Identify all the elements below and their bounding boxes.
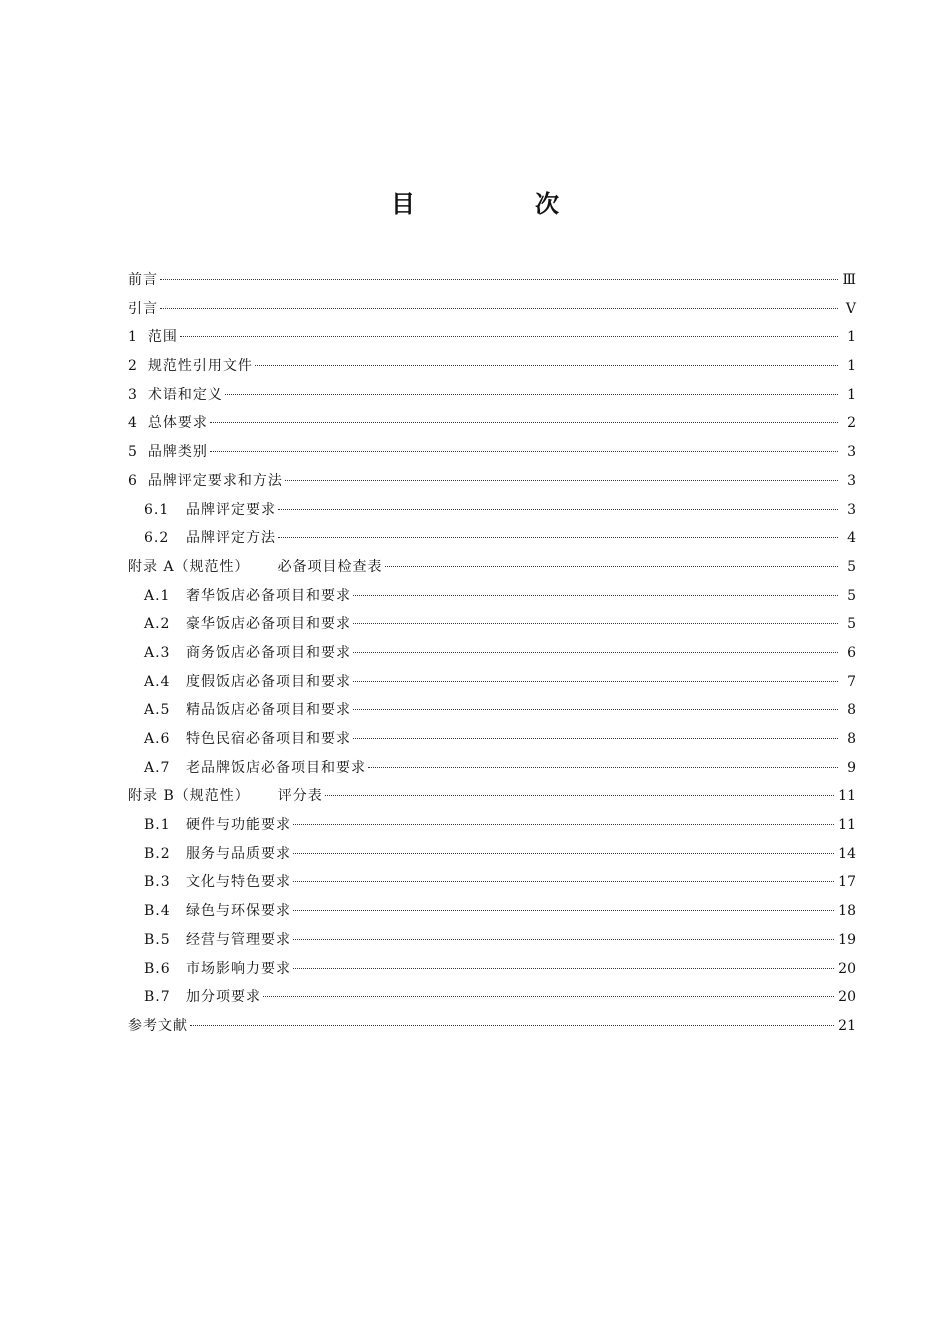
- toc-entry-number: 6.1: [144, 501, 170, 518]
- toc-entry-label: 引言: [128, 300, 158, 317]
- dot-leader: [293, 939, 834, 940]
- toc-page-number: 8: [847, 731, 856, 747]
- toc-entry-a-5[interactable]: [128, 696, 856, 725]
- dot-leader: [210, 451, 838, 452]
- toc-entry-number: A.6: [144, 731, 171, 747]
- toc-entry-label: 术语和定义: [147, 386, 223, 403]
- toc-page-number: 5: [847, 558, 856, 575]
- dot-leader: [278, 537, 838, 538]
- toc-entry-label: 硬件与功能要求: [186, 817, 291, 834]
- toc-entry-number: 3: [128, 386, 138, 403]
- toc-entry-a-6[interactable]: [128, 725, 856, 754]
- dot-leader: [353, 595, 838, 596]
- toc-page-number: 8: [847, 702, 856, 719]
- toc-page-number: 6: [847, 644, 856, 661]
- dot-leader: [278, 509, 838, 510]
- table-of-contents: [128, 266, 856, 1041]
- toc-entry-label: 范围: [147, 329, 178, 346]
- toc-entry-section-4[interactable]: [128, 409, 856, 438]
- dot-leader: [293, 910, 834, 911]
- dot-leader: [160, 308, 838, 309]
- toc-entry-label: 特色民宿必备项目和要求: [186, 731, 351, 747]
- toc-entry-bibliography[interactable]: [128, 1012, 856, 1041]
- toc-entry-label: 必备项目检查表: [277, 558, 383, 575]
- toc-entry-number: 4: [128, 415, 138, 432]
- toc-entry-b-5[interactable]: [128, 926, 856, 955]
- toc-entry-number: A.7: [144, 759, 171, 776]
- toc-page-number: 3: [847, 444, 856, 461]
- dot-leader: [263, 996, 834, 997]
- toc-page-number: 4: [847, 530, 856, 547]
- toc-entry-b-2[interactable]: [128, 840, 856, 869]
- toc-entry-number: 1: [128, 329, 138, 346]
- dot-leader: [293, 824, 834, 825]
- dot-leader: [325, 795, 834, 796]
- toc-entry-label: 度假饭店必备项目和要求: [186, 673, 351, 690]
- toc-entry-label: 商务饭店必备项目和要求: [186, 644, 351, 661]
- toc-page-number: 3: [847, 501, 856, 518]
- dot-leader: [225, 394, 838, 395]
- toc-page-number: 9: [847, 759, 856, 776]
- toc-page-number: 19: [838, 931, 856, 948]
- toc-entry-b-6[interactable]: [128, 955, 856, 984]
- toc-entry-number: 6.2: [144, 530, 170, 547]
- toc-page-number: 7: [847, 673, 856, 690]
- toc-entry-number: 5: [128, 444, 138, 461]
- dot-leader: [293, 853, 834, 854]
- dot-leader: [353, 652, 838, 653]
- toc-entry-number: 附录 B（规范性）: [128, 788, 250, 805]
- dot-leader: [353, 623, 838, 624]
- toc-entry-number: B.2: [144, 845, 171, 862]
- toc-entry-label: 参考文献: [128, 1017, 188, 1034]
- toc-entry-section-6-2[interactable]: [128, 524, 856, 553]
- toc-entry-a-7[interactable]: [128, 754, 856, 783]
- toc-entry-b-7[interactable]: [128, 983, 856, 1012]
- toc-entry-section-1[interactable]: [128, 323, 856, 352]
- dot-leader: [160, 279, 838, 280]
- toc-entry-introduction[interactable]: [128, 295, 856, 324]
- toc-entry-label: 服务与品质要求: [186, 845, 291, 862]
- dot-leader: [293, 968, 834, 969]
- dot-leader: [210, 422, 838, 423]
- toc-entry-number: 附录 A（规范性）: [128, 558, 250, 575]
- dot-leader: [285, 480, 838, 481]
- toc-entry-label: 规范性引用文件: [147, 358, 253, 375]
- toc-entry-label: 市场影响力要求: [186, 960, 291, 977]
- toc-page-number: Ⅴ: [845, 300, 856, 317]
- toc-entry-label: 绿色与环保要求: [186, 903, 291, 920]
- toc-page-number: 2: [847, 415, 856, 432]
- toc-entry-label: 文化与特色要求: [186, 874, 291, 891]
- toc-entry-number: A.5: [144, 702, 171, 719]
- dot-leader: [353, 681, 838, 682]
- toc-page-number: 1: [847, 329, 856, 346]
- toc-entry-section-6[interactable]: [128, 467, 856, 496]
- toc-entry-number: A.2: [144, 616, 171, 633]
- toc-entry-label: 豪华饭店必备项目和要求: [186, 616, 351, 633]
- dot-leader: [293, 881, 834, 882]
- toc-page-number: 21: [838, 1017, 856, 1034]
- toc-entry-number: B.4: [144, 903, 171, 920]
- toc-entry-number: B.6: [144, 960, 171, 977]
- toc-entry-a-3[interactable]: [128, 639, 856, 668]
- dot-leader: [353, 709, 838, 710]
- toc-entry-label: 加分项要求: [186, 989, 261, 1006]
- toc-entry-label: 评分表: [277, 788, 323, 805]
- toc-entry-section-3[interactable]: [128, 381, 856, 410]
- dot-leader: [180, 336, 838, 337]
- toc-entry-a-2[interactable]: [128, 610, 856, 639]
- toc-entry-number: B.1: [144, 817, 171, 834]
- toc-entry-label: 奢华饭店必备项目和要求: [186, 587, 351, 604]
- toc-entry-appendix-a[interactable]: [128, 553, 856, 582]
- dot-leader: [255, 365, 838, 366]
- toc-entry-label: 品牌类别: [147, 444, 208, 461]
- toc-entry-appendix-b[interactable]: [128, 782, 856, 811]
- toc-entry-number: B.7: [144, 989, 171, 1006]
- toc-page-number: 5: [847, 616, 856, 633]
- toc-entry-b-4[interactable]: [128, 897, 856, 926]
- toc-entry-label: 品牌评定方法: [186, 530, 276, 547]
- toc-page-number: 11: [838, 817, 856, 834]
- toc-entry-number: A.4: [144, 673, 171, 690]
- toc-entry-label: 品牌评定要求和方法: [147, 472, 283, 489]
- toc-entry-label: 总体要求: [147, 415, 208, 432]
- toc-entry-a-1[interactable]: [128, 582, 856, 611]
- toc-entry-number: B.3: [144, 874, 171, 891]
- toc-page-number: 11: [838, 788, 856, 805]
- dot-leader: [353, 738, 838, 739]
- toc-page-number: Ⅲ: [842, 272, 856, 288]
- toc-page-number: 20: [838, 989, 856, 1006]
- toc-entry-section-6-1[interactable]: [128, 496, 856, 525]
- toc-entry-section-2[interactable]: [128, 352, 856, 381]
- toc-entry-section-5[interactable]: [128, 438, 856, 467]
- toc-entry-number: 6: [128, 472, 138, 489]
- toc-entry-preface[interactable]: [128, 266, 856, 295]
- toc-entry-label: 经营与管理要求: [186, 931, 291, 948]
- toc-page-number: 1: [847, 386, 856, 403]
- dot-leader: [368, 767, 838, 768]
- toc-entry-number: B.5: [144, 931, 171, 948]
- toc-entry-label: 前言: [128, 272, 158, 288]
- toc-title: 目 次: [391, 190, 607, 218]
- dot-leader: [190, 1025, 834, 1026]
- toc-page-number: 18: [838, 903, 856, 920]
- toc-page-number: 1: [847, 358, 856, 375]
- toc-entry-number: A.3: [144, 644, 171, 661]
- toc-entry-label: 精品饭店必备项目和要求: [186, 702, 351, 719]
- toc-page-number: 14: [838, 845, 856, 862]
- toc-entry-b-3[interactable]: [128, 868, 856, 897]
- toc-page-number: 20: [838, 960, 856, 977]
- toc-entry-number: A.1: [144, 587, 171, 604]
- toc-page-number: 5: [847, 587, 856, 604]
- toc-entry-label: 品牌评定要求: [186, 501, 276, 518]
- toc-entry-label: 老品牌饭店必备项目和要求: [186, 759, 366, 776]
- toc-page-number: 3: [847, 472, 856, 489]
- dot-leader: [385, 566, 838, 567]
- toc-entry-b-1[interactable]: [128, 811, 856, 840]
- toc-entry-number: 2: [128, 358, 138, 375]
- toc-page-number: 17: [838, 874, 856, 891]
- toc-entry-a-4[interactable]: [128, 668, 856, 697]
